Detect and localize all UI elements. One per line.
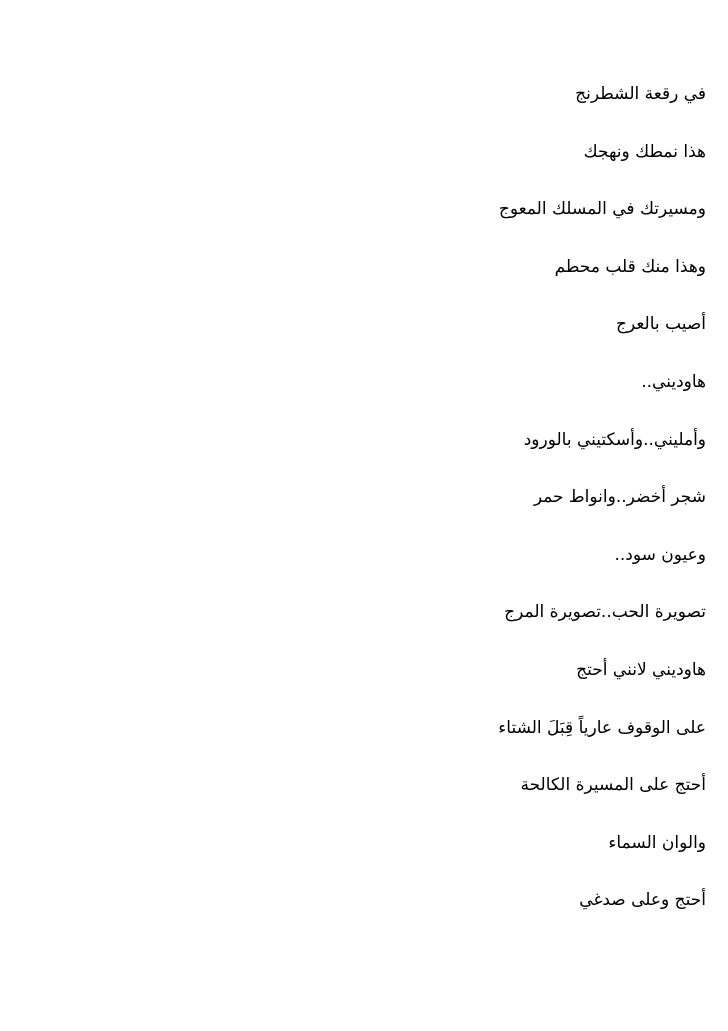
poem-line: والوان السماء (608, 832, 706, 853)
poem-line: هذا نمطك ونهجك (583, 141, 706, 162)
poem-line: هاوديني لانني أحتج (576, 659, 706, 680)
poem-line: تصويرة الحب..تصويرة المرج (504, 602, 706, 623)
poem-line: وهذا منك قلب محطم (554, 256, 706, 277)
poem-line: هاوديني.. (641, 371, 706, 392)
poem-line: على الوقوف عارياً قِبَلَ الشتاء (498, 717, 706, 738)
poem-line: أصيب بالعرج (615, 314, 706, 335)
poem (446, 84, 706, 948)
poem-line: أحتج وعلى صدغي (579, 890, 706, 911)
poem-line: وأمليني..وأسكتيني بالورود (523, 429, 706, 450)
poem-line: وعيون سود.. (614, 544, 706, 565)
poem-line: شجر أخضر..وانواط حمر (533, 487, 706, 508)
poem-line: ومسيرتك في المسلك المعوج (498, 199, 706, 220)
poem-line: أحتج على المسيرة الكالحة (520, 775, 706, 796)
poem-line: في رقعة الشطرنج (575, 84, 706, 104)
